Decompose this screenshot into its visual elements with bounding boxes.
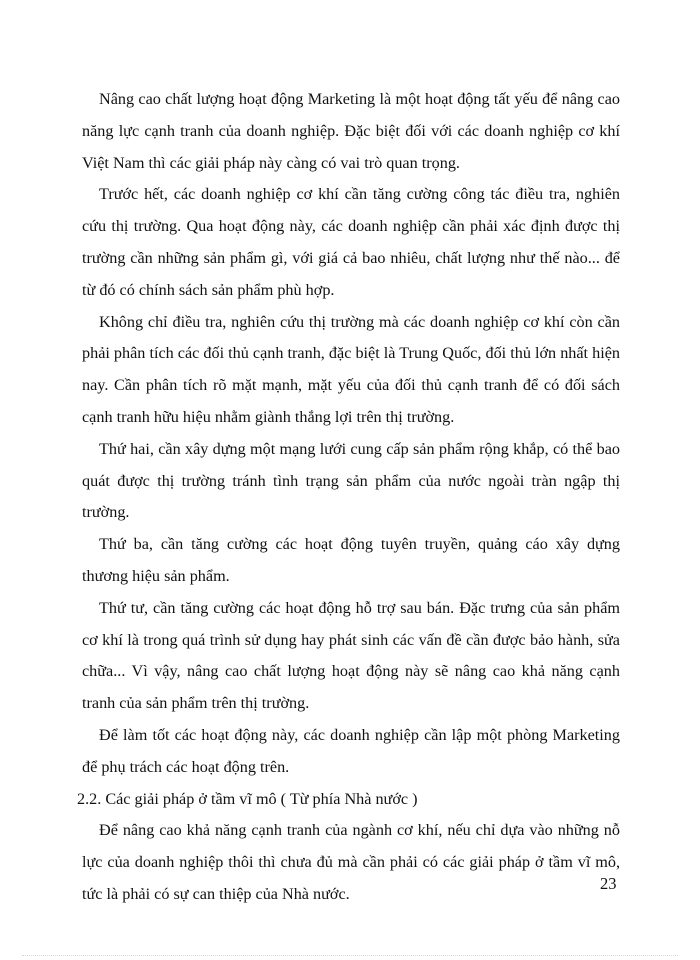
paragraph-competitor-analysis: Không chỉ điều tra, nghiên cứu thị trường mà các doanh nghiệp cơ khí còn cần phải phân tích các đối thủ cạnh tranh, đặc biệt là Trung Quốc, đối thủ lớn nhất hiện nay. Cần phân tích rõ mặt mạnh, mặt yếu của đối thủ cạnh tranh để có đối sách cạnh tranh hữu hiệu nhằm giành thắng lợi trên thị trường. (82, 312, 620, 426)
paragraph-distribution-network: Thứ hai, cần xây dựng một mạng lưới cung cấp sản phẩm rộng khắp, có thể bao quát được thị trường tránh tình trạng sản phẩm của nước ngoài tràn ngập thị trường. (82, 439, 620, 522)
paragraph-market-research: Trước hết, các doanh nghiệp cơ khí cần tăng cường công tác điều tra, nghiên cứu thị trường. Qua hoạt động này, các doanh nghiệp cần phải xác định được thị trường cần những sản phẩm gì, với giá cả bao nhiêu, chất lượng như thế nào... để từ đó có chính sách sản phẩm phù hợp. (82, 185, 620, 299)
section-heading: 2.2. Các giải pháp ở tầm vĩ mô ( Từ phía Nhà nước ) (77, 789, 418, 808)
page-bottom-rule (22, 955, 678, 956)
page-number: 23 (600, 874, 617, 893)
paragraph-marketing-department: Để làm tốt các hoạt động này, các doanh nghiệp cần lập một phòng Marketing để phụ trách các hoạt động trên. (82, 725, 620, 776)
body-text (77, 84, 620, 911)
paragraph-state-intervention: Để nâng cao khả năng cạnh tranh của ngành cơ khí, nếu chỉ dựa vào những nỗ lực của doanh nghiệp thôi thì chưa đủ mà cần phải có các giải pháp ở tầm vĩ mô, tức là phải có sự can thiệp của Nhà nước. (82, 821, 620, 903)
paragraph-advertising: Thứ ba, cần tăng cường các hoạt động tuyên truyền, quảng cáo xây dựng thương hiệu sản phẩm. (82, 535, 620, 585)
paragraph-after-sales: Thứ tư, cần tăng cường các hoạt động hỗ trợ sau bán. Đặc trưng của sản phẩm cơ khí là trong quá trình sử dụng hay phát sinh các vấn đề cần được bảo hành, sửa chữa... Vì vậy, nâng cao chất lượng hoạt động này sẽ nâng cao khả năng cạnh tranh của sản phẩm trên thị trường. (82, 598, 620, 713)
paragraph-marketing-quality: Nâng cao chất lượng hoạt động Marketing là một hoạt động tất yếu để nâng cao năng lực cạnh tranh của doanh nghiệp. Đặc biệt đối với các doanh nghiệp cơ khí Việt Nam thì các giải pháp này càng có vai trò quan trọng. (82, 90, 620, 172)
